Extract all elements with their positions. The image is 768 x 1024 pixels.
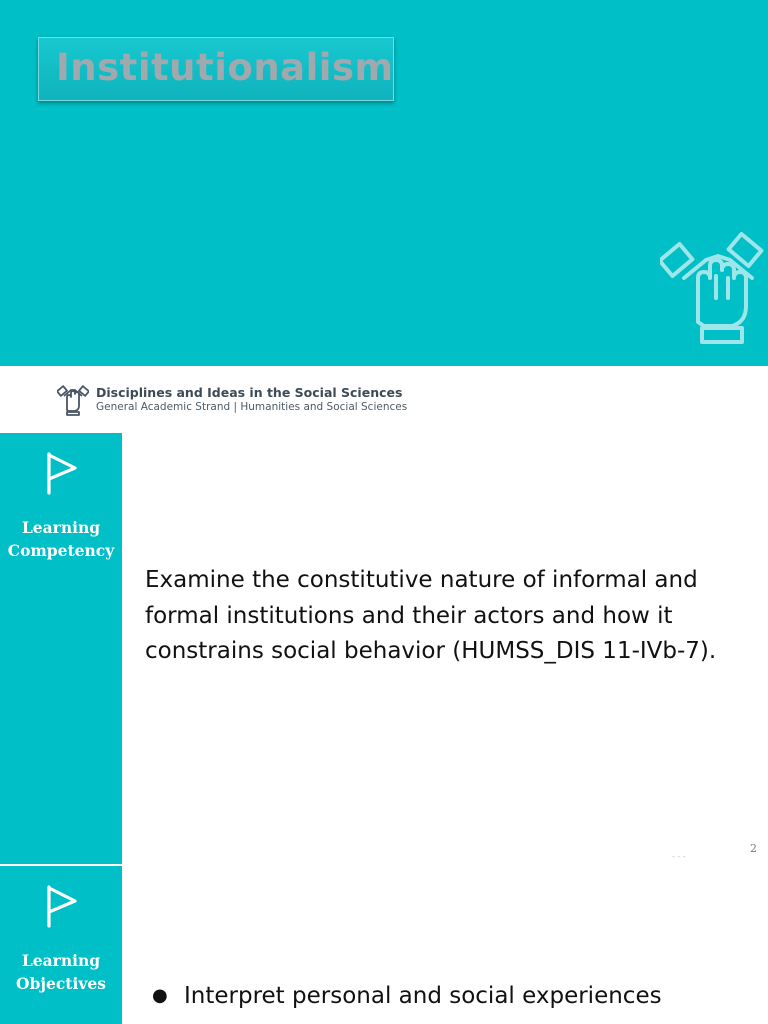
page-number: 2 xyxy=(750,842,757,855)
course-subtitle: General Academic Strand | Humanities and Social Sciences xyxy=(96,401,408,413)
side-label-objectives: Learning Objectives xyxy=(16,951,106,993)
competency-side-panel xyxy=(0,433,122,864)
competency-text: Examine the constitutive nature of informal and formal institutions and their actors and how it constrains social behavior (HUMSS_DIS 11-IVb-7). xyxy=(145,567,717,664)
decorative-marks: - - - xyxy=(672,852,686,861)
flag-icon xyxy=(44,451,80,495)
hands-together-icon xyxy=(660,226,768,348)
bullet-icon: ● xyxy=(152,985,168,1006)
title-box xyxy=(38,37,394,101)
objective-text: Interpret personal and social experiences xyxy=(184,983,662,1009)
title-slide xyxy=(0,0,768,366)
hands-logo-icon xyxy=(57,382,89,416)
side-label-competency: Learning Competency xyxy=(7,518,115,560)
slide-title: Institutionalism xyxy=(56,46,394,89)
objectives-side-panel xyxy=(0,866,122,1024)
flag-icon xyxy=(44,884,80,928)
course-title: Disciplines and Ideas in the Social Sciences xyxy=(96,385,403,400)
list-item xyxy=(152,983,752,1009)
